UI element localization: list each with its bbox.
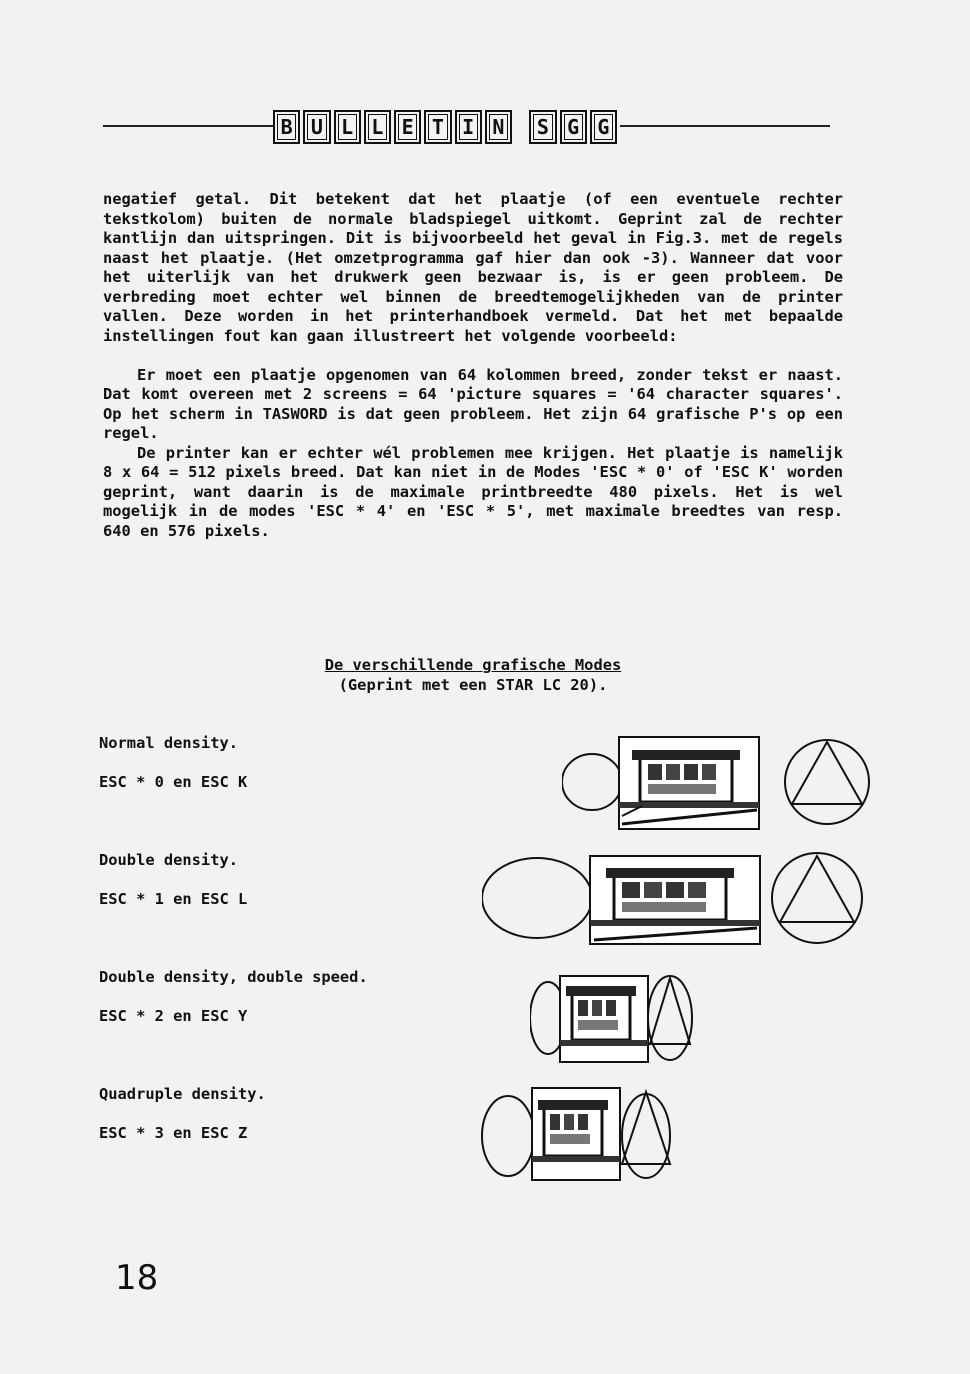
masthead-letter: S [529, 110, 556, 144]
masthead-letter: G [560, 110, 587, 144]
sample-triangle [650, 978, 690, 1044]
section-heading [103, 655, 843, 695]
mode-name: Double density. [99, 851, 238, 869]
sample-ellipse-narrow [622, 1094, 670, 1178]
mode-code: ESC * 2 en ESC Y [99, 1007, 248, 1025]
paragraph: De printer kan er echter wél problemen mee krijgen. Het plaatje is namelijk 8 x 64 = 512 pixels breed. Dat kan niet in de Modes 'ESC * 0' of 'ESC K' worden geprint, want daarin is de maximale printbreedte 480 pixels. Het is wel mogelijk in de modes 'ESC * 4' en 'ESC * 5', met maximale breedtes van resp. 640 en 576 pixels. [103, 443, 843, 540]
header-rule-right [620, 125, 830, 127]
page-number: 18 [115, 1258, 159, 1298]
masthead-letter: T [424, 110, 451, 144]
sample-ellipse [562, 754, 622, 810]
sample-ellipse [482, 858, 592, 938]
masthead-letter: N [485, 110, 512, 144]
sample-triangle [780, 856, 854, 922]
heading-subtitle: (Geprint met een STAR LC 20). [338, 676, 608, 694]
mode-code: ESC * 1 en ESC L [99, 890, 248, 908]
sample-triangle [622, 1092, 670, 1164]
mode-code: ESC * 3 en ESC Z [99, 1124, 248, 1142]
masthead-letter: I [455, 110, 482, 144]
masthead-letter: B [273, 110, 300, 144]
mode-sample-graphic [562, 732, 882, 832]
paragraph: Er moet een plaatje opgenomen van 64 kolommen breed, zonder tekst er naast. Dat komt overeen met 2 screens = 64 'picture squares = '64 character squares'. Op het scherm in TASWORD is dat geen probleem. Het zijn 64 grafische P's op een regel. [103, 365, 843, 442]
mode-name: Quadruple density. [99, 1085, 266, 1103]
header-rule-left [103, 125, 273, 127]
paragraph: negatief getal. Dit betekent dat het plaatje (of een eventuele rechter tekstkolom) buiten de normale bladspiegel uitkomt. Geprint zal de rechter kantlijn dan uitspringen. Dit is bijvoorbeeld het geval in Fig.3. met de regels naast het plaatje. (Het omzetprogramma gaf hier dan ook -3). Wanneer dat voor het uiterlijk van het drukwerk geen bezwaar is, is er geen probleem. De verbreding moet echter wel binnen de breedtemogelijkheden van de printer vallen. Deze worden in het printerhandboek vermeld. Dat het met bepaalde instellingen fout kan gaan illustreert het volgende voorbeeld: [103, 190, 843, 345]
masthead-letter: G [590, 110, 617, 144]
mode-sample-graphic [530, 968, 730, 1068]
mode-name: Double density, double speed. [99, 968, 368, 986]
mode-code: ESC * 0 en ESC K [99, 773, 248, 791]
mode-name: Normal density. [99, 734, 238, 752]
mode-sample-graphic [480, 1084, 710, 1184]
sample-ellipse-narrow [648, 976, 692, 1060]
sample-ellipse [482, 1096, 534, 1176]
sample-circle [772, 853, 862, 943]
mode-sample-graphic [482, 848, 882, 948]
masthead-letter: L [334, 110, 361, 144]
heading-title: De verschillende grafische Modes [324, 656, 622, 674]
masthead-bulletin-sgg [273, 108, 620, 146]
sample-circle [785, 740, 869, 824]
masthead-letter: U [303, 110, 330, 144]
sample-triangle [792, 742, 862, 804]
article-body [103, 190, 843, 541]
masthead-letter: L [364, 110, 391, 144]
masthead-letter: E [394, 110, 421, 144]
